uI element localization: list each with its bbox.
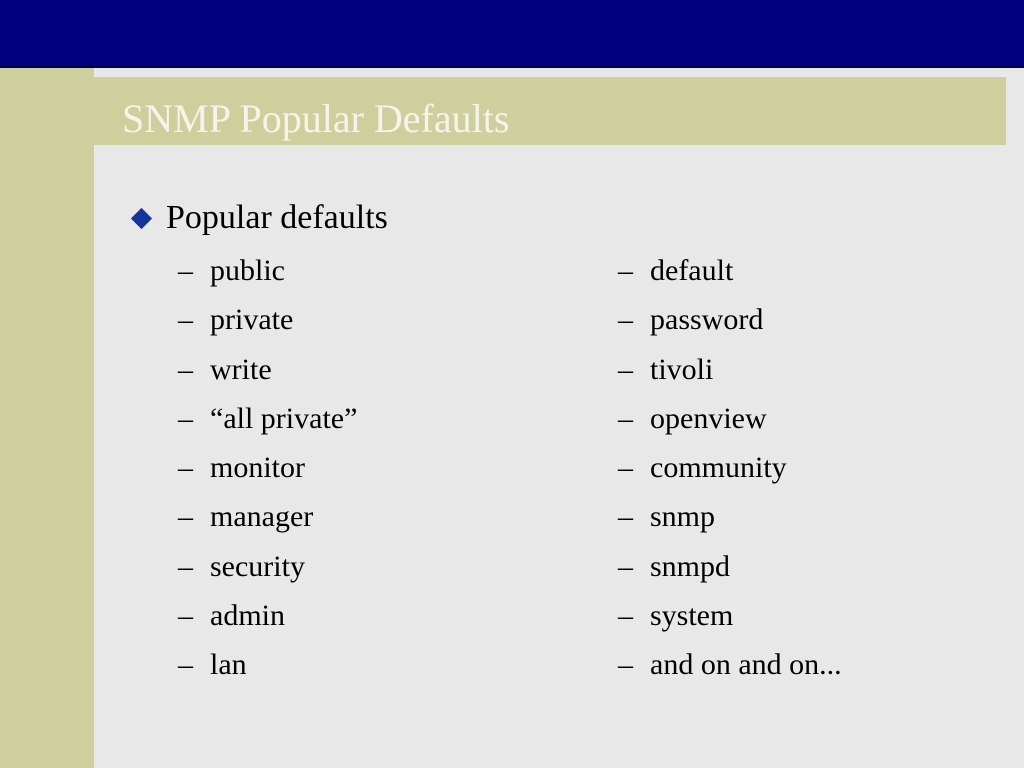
dash-marker: – <box>618 401 633 435</box>
list-item <box>178 542 357 591</box>
slide-title: SNMP Popular Defaults <box>122 96 510 141</box>
main-bullet <box>128 194 388 242</box>
list-item-text: tivoli <box>650 352 714 386</box>
list-item-text: default <box>650 254 734 287</box>
list-item-text: manager <box>210 500 314 534</box>
list-item-text: public <box>210 254 285 287</box>
dash-marker: – <box>618 352 633 386</box>
dash-marker: – <box>178 451 193 484</box>
list-item <box>178 443 357 492</box>
list-item <box>618 345 842 394</box>
dash-marker: – <box>178 352 193 386</box>
list-item <box>178 591 357 640</box>
dash-marker: – <box>178 254 193 287</box>
list-item <box>178 640 357 689</box>
list-item <box>618 295 842 344</box>
list-item-text: write <box>210 352 272 386</box>
list-item <box>178 492 357 541</box>
right-sublist <box>618 246 842 689</box>
list-item <box>618 542 842 591</box>
list-item <box>178 345 357 394</box>
list-item <box>618 640 842 689</box>
list-item-text: system <box>650 598 734 632</box>
dash-marker: – <box>178 401 193 435</box>
dash-marker: – <box>178 500 193 534</box>
list-item-text: security <box>210 549 305 583</box>
list-item <box>178 246 357 295</box>
dash-marker: – <box>178 303 193 337</box>
list-item <box>618 394 842 443</box>
list-item-text: admin <box>210 598 285 632</box>
list-item-text: snmp <box>650 500 716 534</box>
dash-marker: – <box>178 648 193 681</box>
dash-marker: – <box>618 648 633 681</box>
dash-marker: – <box>618 500 633 534</box>
list-item <box>618 443 842 492</box>
list-item-text: password <box>650 303 764 337</box>
list-item <box>178 394 357 443</box>
dash-marker: – <box>178 549 193 583</box>
list-item-text: “all private” <box>210 401 358 435</box>
list-item <box>618 246 842 295</box>
list-item-text: and on and on... <box>650 648 842 681</box>
list-item <box>618 591 842 640</box>
dash-marker: – <box>178 598 193 632</box>
top-bar <box>0 0 1024 68</box>
list-item-text: private <box>210 303 294 337</box>
main-bullet-text: Popular defaults <box>166 199 388 236</box>
dash-marker: – <box>618 549 633 583</box>
list-item-text: community <box>650 451 787 484</box>
dash-marker: – <box>618 451 633 484</box>
list-item-text: snmpd <box>650 549 731 583</box>
list-item <box>618 492 842 541</box>
left-accent-band <box>0 68 94 768</box>
dash-marker: – <box>618 254 633 287</box>
list-item-text: openview <box>650 401 767 435</box>
list-item <box>178 295 357 344</box>
dash-marker: – <box>618 598 633 632</box>
diamond-bullet-icon <box>131 207 152 228</box>
list-item-text: monitor <box>210 451 305 484</box>
dash-marker: – <box>618 303 633 337</box>
left-sublist <box>178 246 357 689</box>
list-item-text: lan <box>210 648 247 681</box>
